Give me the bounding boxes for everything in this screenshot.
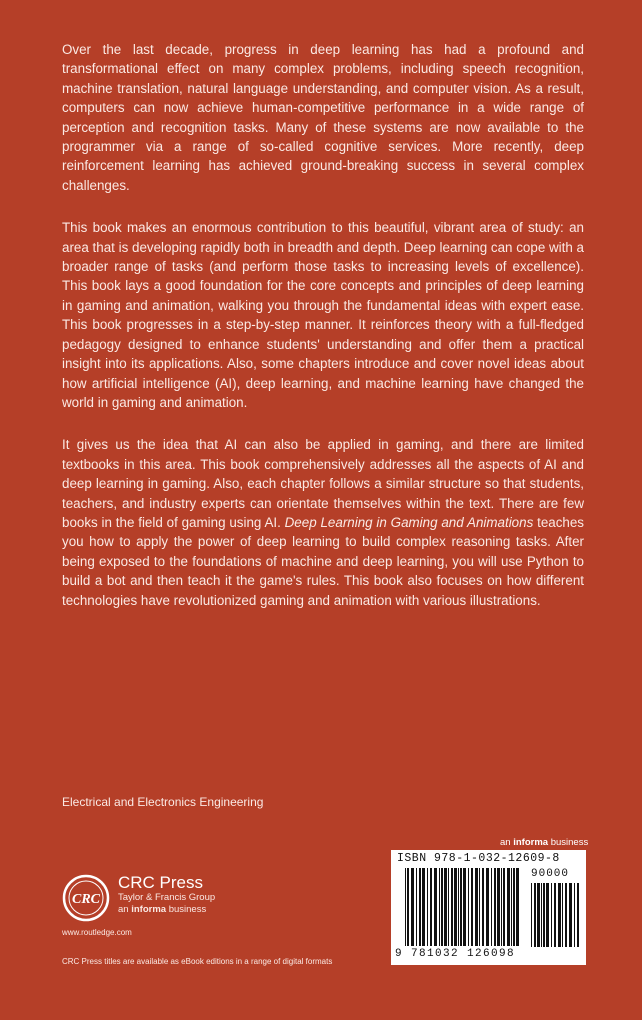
isbn-text: ISBN 978-1-032-12609-8 <box>397 852 560 865</box>
publisher-informa-prefix: an <box>118 904 132 915</box>
barcode <box>391 850 586 965</box>
ebook-note: CRC Press titles are available as eBook editions in a range of digital formats <box>62 957 333 966</box>
blurb-paragraph-3 <box>62 435 584 610</box>
publisher-brand <box>118 874 215 916</box>
publisher-group: Taylor & Francis Group <box>118 892 216 903</box>
publisher-informa-suffix: business <box>166 904 207 915</box>
logo-text: CRC <box>71 892 101 907</box>
publisher-informa-bold: informa <box>131 904 167 915</box>
publisher-name: CRC Press <box>118 873 204 892</box>
publisher-informa <box>118 904 215 916</box>
informa-business-tag <box>500 837 588 848</box>
informa-prefix: an <box>500 837 514 848</box>
ean-digits: 9 781032 126098 <box>395 948 516 960</box>
publisher-website: www.routledge.com <box>62 928 132 937</box>
isbn-addon: 90000 <box>531 868 570 880</box>
subject-category: Electrical and Electronics Engineering <box>62 795 264 809</box>
paragraph-3-after: teaches you how to apply the power of deep learning to build complex reasoning tasks. After being exposed to the foundations of machine and deep learning, you will use Python to build a bot and then teach it the game's rules. This book also focuses on how different technologies have revolutionized gaming and animation with various illustrations. <box>62 514 585 608</box>
crc-press-logo <box>62 874 110 922</box>
informa-bold: informa <box>513 837 549 848</box>
informa-suffix: business <box>548 837 589 848</box>
blurb <box>62 40 584 633</box>
blurb-paragraph-1: Over the last decade, progress in deep learning has had a profound and transformational effect on many complex problems, including speech recognition, machine translation, natural language understanding, and computer vision. As a result, computers can now achieve human-competitive performance in a wide range of perception and recognition tasks. Many of these systems are now available to the programmer via a range of so-called cognitive services. More recently, deep reinforcement learning has achieved ground-breaking success in several complex challenges. <box>62 42 584 193</box>
blurb-paragraph-2: This book makes an enormous contribution to this beautiful, vibrant area of study: an area that is developing rapidly both in breadth and depth. Deep learning can cope with a broader range of tasks (and perform those tasks to increasing levels of excellence). This book lays a good foundation for the core concepts and principles of deep learning in gaming and animation, walking you through the fundamental ideas with expert ease. This book progresses in a step-by-step manner. It reinforces theory with a full-fledged pedagogy designed to enhance students' understanding and offer them a practical insight into its applications. Also, some chapters introduce and cover novel ideas about how artificial intelligence (AI), deep learning, and machine learning have changed the world in gaming and animation. <box>62 220 584 410</box>
book-title-italic: Deep Learning in Gaming and Animations <box>284 514 534 530</box>
paragraph-3-before: It gives us the idea that AI can also be applied in gaming, and there are limited textbooks in this area. This book comprehensively addresses all the aspects of AI and deep learning in gaming. Also, each chapter follows a similar structure so that students, teachers, and industry experts can orientate themselves within the text. There are few books in the field of gaming using AI. <box>62 437 584 530</box>
